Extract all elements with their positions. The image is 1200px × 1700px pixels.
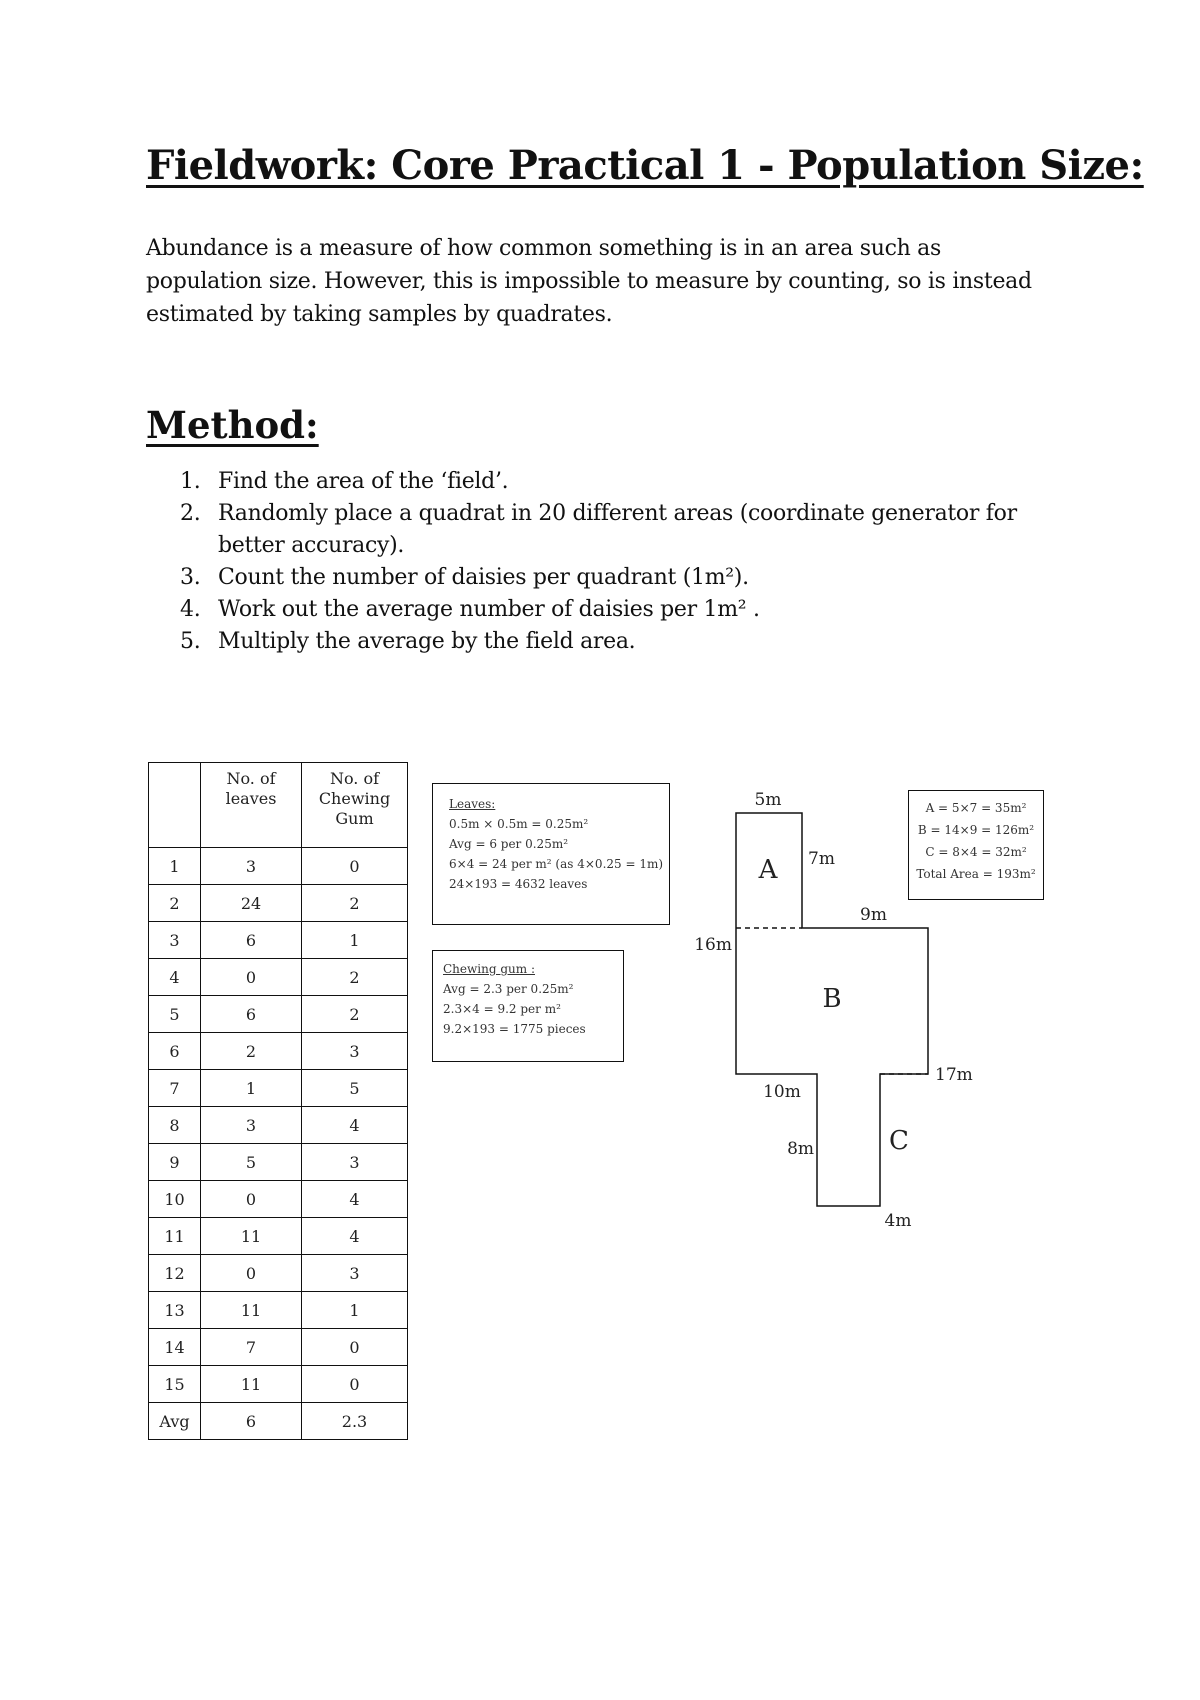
area-line: B = 14×9 = 126m²: [917, 823, 1035, 837]
gum-line: Avg = 2.3 per 0.25m²: [443, 982, 574, 996]
cell-leaves: 24: [201, 885, 302, 922]
cell-index: 6: [149, 1033, 201, 1070]
cell-leaves: 3: [201, 848, 302, 885]
cell-leaves: 11: [201, 1218, 302, 1255]
step-number: 5.: [180, 629, 201, 654]
dim-b-top-width: 9m: [860, 905, 887, 925]
cell-index: Avg: [149, 1403, 201, 1440]
cell-index: 9: [149, 1144, 201, 1181]
method-step: [180, 594, 1050, 626]
method-step: [180, 562, 1050, 594]
field-diagram: [680, 770, 980, 1240]
table-row: [149, 1366, 408, 1403]
cell-index: 8: [149, 1107, 201, 1144]
step-number: 3.: [180, 565, 201, 590]
table-row: [149, 1403, 408, 1440]
gum-line: 9.2×193 = 1775 pieces: [443, 1022, 586, 1036]
table-row: [149, 1107, 408, 1144]
cell-chewing-gum: 0: [302, 848, 408, 885]
header-index: [149, 763, 201, 848]
cell-leaves: 1: [201, 1070, 302, 1107]
dim-a-height: 7m: [808, 849, 835, 869]
table-row: [149, 1292, 408, 1329]
method-heading: Method:: [146, 403, 319, 447]
step-text: Find the area of the ‘field’.: [218, 469, 509, 494]
leaves-heading: Leaves:: [449, 797, 496, 811]
table-row: [149, 848, 408, 885]
cell-chewing-gum: 3: [302, 1033, 408, 1070]
dim-total-height: 16m: [694, 935, 732, 955]
step-text: Randomly place a quadrat in 20 different areas (coordinate generator for better accuracy).: [218, 501, 1017, 558]
cell-chewing-gum: 2.3: [302, 1403, 408, 1440]
cell-chewing-gum: 5: [302, 1070, 408, 1107]
area-line: C = 8×4 = 32m²: [925, 845, 1027, 859]
method-step: [180, 626, 1050, 658]
cell-index: 15: [149, 1366, 201, 1403]
method-step: [180, 498, 1050, 562]
cell-leaves: 6: [201, 922, 302, 959]
step-number: 2.: [180, 501, 201, 526]
table-row: [149, 996, 408, 1033]
cell-leaves: 5: [201, 1144, 302, 1181]
table-row: [149, 1255, 408, 1292]
table-row: [149, 1181, 408, 1218]
cell-chewing-gum: 4: [302, 1107, 408, 1144]
leaves-line: 24×193 = 4632 leaves: [449, 877, 588, 891]
step-number: 1.: [180, 469, 201, 494]
dim-bottom-width: 10m: [763, 1082, 801, 1102]
table-row: [149, 1144, 408, 1181]
results-table: [148, 762, 408, 1440]
table-row: [149, 959, 408, 996]
header-leaves: No. of leaves: [201, 763, 302, 848]
cell-index: 11: [149, 1218, 201, 1255]
cell-chewing-gum: 2: [302, 959, 408, 996]
table-row: [149, 922, 408, 959]
cell-index: 7: [149, 1070, 201, 1107]
cell-index: 4: [149, 959, 201, 996]
table-row: [149, 1329, 408, 1366]
cell-chewing-gum: 3: [302, 1144, 408, 1181]
cell-chewing-gum: 0: [302, 1329, 408, 1366]
cell-leaves: 11: [201, 1366, 302, 1403]
intro-paragraph: Abundance is a measure of how common something is in an area such as population size. However, this is impossible to measure by counting, so is instead estimated by taking samples by quadrates.: [146, 236, 1032, 327]
cell-index: 14: [149, 1329, 201, 1366]
cell-index: 12: [149, 1255, 201, 1292]
table-row: [149, 1070, 408, 1107]
method-steps: [180, 466, 1050, 658]
cell-index: 10: [149, 1181, 201, 1218]
cell-chewing-gum: 1: [302, 922, 408, 959]
dim-c-height: 8m: [787, 1139, 814, 1159]
cell-chewing-gum: 3: [302, 1255, 408, 1292]
cell-index: 2: [149, 885, 201, 922]
cell-leaves: 7: [201, 1329, 302, 1366]
cell-index: 5: [149, 996, 201, 1033]
header-chewing-gum: No. of Chewing Gum: [302, 763, 408, 848]
area-line: A = 5×7 = 35m²: [925, 801, 1027, 815]
chewing-gum-calculation-box: [432, 950, 624, 1062]
table-body: [149, 848, 408, 1440]
method-step: [180, 466, 1050, 498]
region-b-label: B: [822, 984, 842, 1014]
cell-leaves: 3: [201, 1107, 302, 1144]
cell-leaves: 6: [201, 996, 302, 1033]
page-title: Fieldwork: Core Practical 1 - Population Size:: [146, 142, 1144, 189]
cell-leaves: 2: [201, 1033, 302, 1070]
cell-leaves: 0: [201, 1181, 302, 1218]
dim-c-width: 4m: [884, 1211, 912, 1231]
cell-chewing-gum: 2: [302, 885, 408, 922]
cell-leaves: 6: [201, 1403, 302, 1440]
cell-chewing-gum: 2: [302, 996, 408, 1033]
step-text: Work out the average number of daisies per 1m² .: [218, 597, 760, 622]
cell-chewing-gum: 4: [302, 1218, 408, 1255]
leaves-calculation-box: [432, 783, 670, 925]
cell-leaves: 0: [201, 1255, 302, 1292]
step-text: Multiply the average by the field area.: [218, 629, 636, 654]
leaves-line: 0.5m × 0.5m = 0.25m²: [449, 817, 589, 831]
dim-top-width: 5m: [754, 790, 782, 810]
cell-chewing-gum: 1: [302, 1292, 408, 1329]
table-row: [149, 1218, 408, 1255]
table-header-row: [149, 763, 408, 848]
table-row: [149, 885, 408, 922]
gum-heading: Chewing gum :: [443, 962, 535, 976]
leaves-line: 6×4 = 24 per m² (as 4×0.25 = 1m): [449, 857, 664, 871]
region-c-label: C: [889, 1126, 909, 1156]
step-text: Count the number of daisies per quadrant (1m²).: [218, 565, 749, 590]
step-number: 4.: [180, 597, 201, 622]
table-row: [149, 1033, 408, 1070]
cell-chewing-gum: 4: [302, 1181, 408, 1218]
area-line: Total Area = 193m²: [916, 867, 1036, 881]
cell-leaves: 11: [201, 1292, 302, 1329]
cell-chewing-gum: 0: [302, 1366, 408, 1403]
gum-line: 2.3×4 = 9.2 per m²: [443, 1002, 561, 1016]
dim-right-height: 17m: [935, 1065, 973, 1085]
cell-index: 13: [149, 1292, 201, 1329]
cell-leaves: 0: [201, 959, 302, 996]
cell-index: 3: [149, 922, 201, 959]
leaves-line: Avg = 6 per 0.25m²: [449, 837, 569, 851]
cell-index: 1: [149, 848, 201, 885]
region-a-label: A: [758, 855, 778, 885]
